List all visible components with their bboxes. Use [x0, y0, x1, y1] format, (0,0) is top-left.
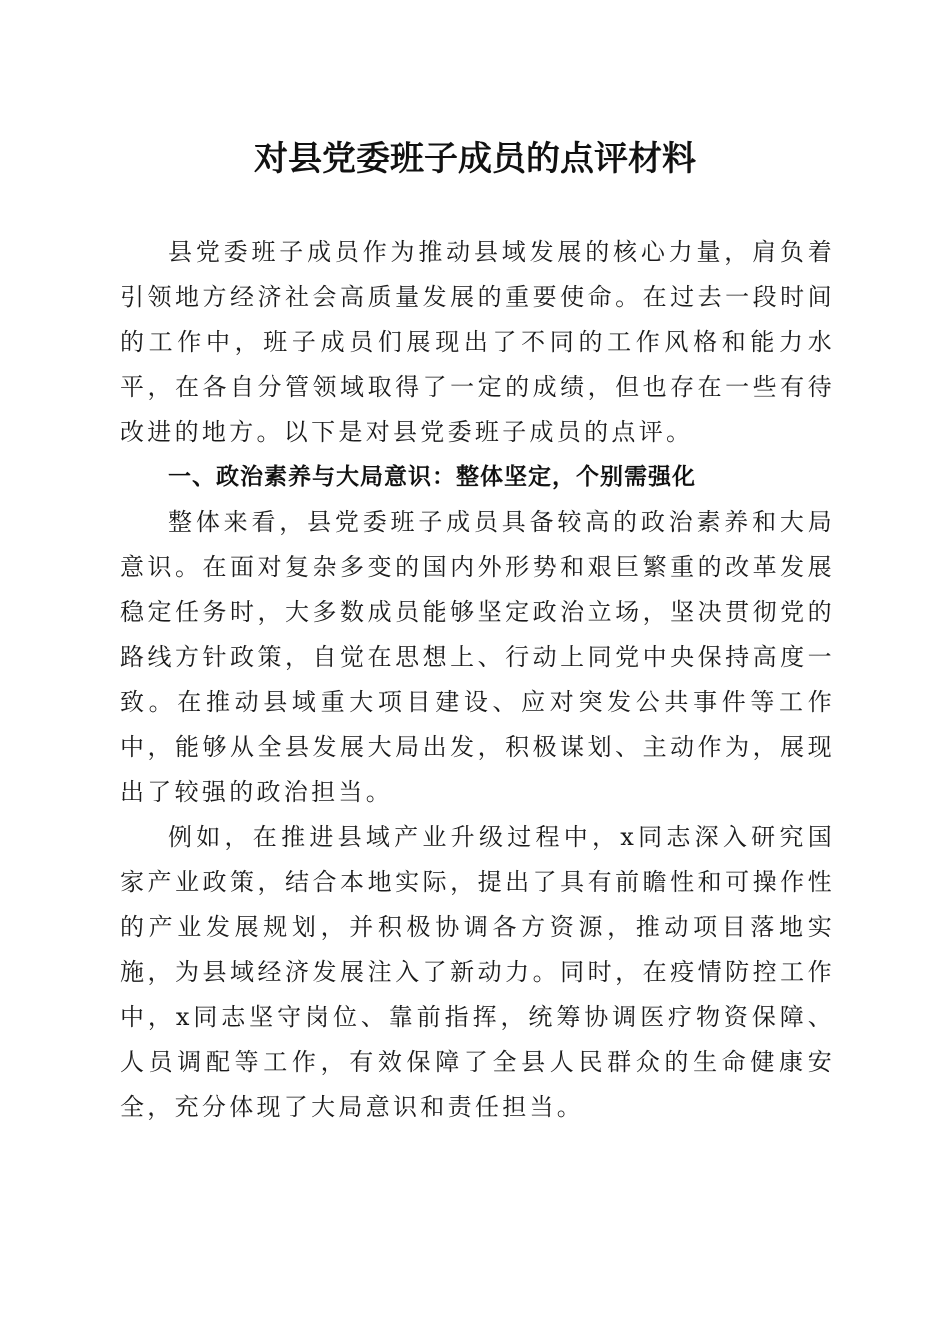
document-title: 对县党委班子成员的点评材料	[254, 139, 696, 179]
document-body	[120, 230, 835, 1130]
intro-paragraph: 县党委班子成员作为推动县域发展的核心力量，肩负着引领地方经济社会高质量发展的重要使命。在过去一段时间的工作中，班子成员们展现出了不同的工作风格和能力水平，在各自分管领域取得了一定的成绩，但也存在一些有待改进的地方。以下是对县党委班子成员的点评。	[120, 238, 835, 446]
section1-paragraph-1: 整体来看，县党委班子成员具备较高的政治素养和大局意识。在面对复杂多变的国内外形势和艰巨繁重的改革发展稳定任务时，大多数成员能够坚定政治立场，坚决贯彻党的路线方针政策，自觉在思想上、行动上同党中央保持高度一致。在推动县域重大项目建设、应对突发公共事件等工作中，能够从全县发展大局出发，积极谋划、主动作为，展现出了较强的政治担当。	[120, 508, 835, 806]
section1-paragraph-2: 例如，在推进县域产业升级过程中，x同志深入研究国家产业政策，结合本地实际，提出了具有前瞻性和可操作性的产业发展规划，并积极协调各方资源，推动项目落地实施，为县域经济发展注入了新动力。同时，在疫情防控工作中，x同志坚守岗位、靠前指挥，统筹协调医疗物资保障、人员调配等工作，有效保障了全县人民群众的生命健康安全，充分体现了大局意识和责任担当。	[120, 823, 835, 1121]
section-heading-1: 一、政治素养与大局意识：整体坚定，个别需强化	[168, 464, 696, 490]
